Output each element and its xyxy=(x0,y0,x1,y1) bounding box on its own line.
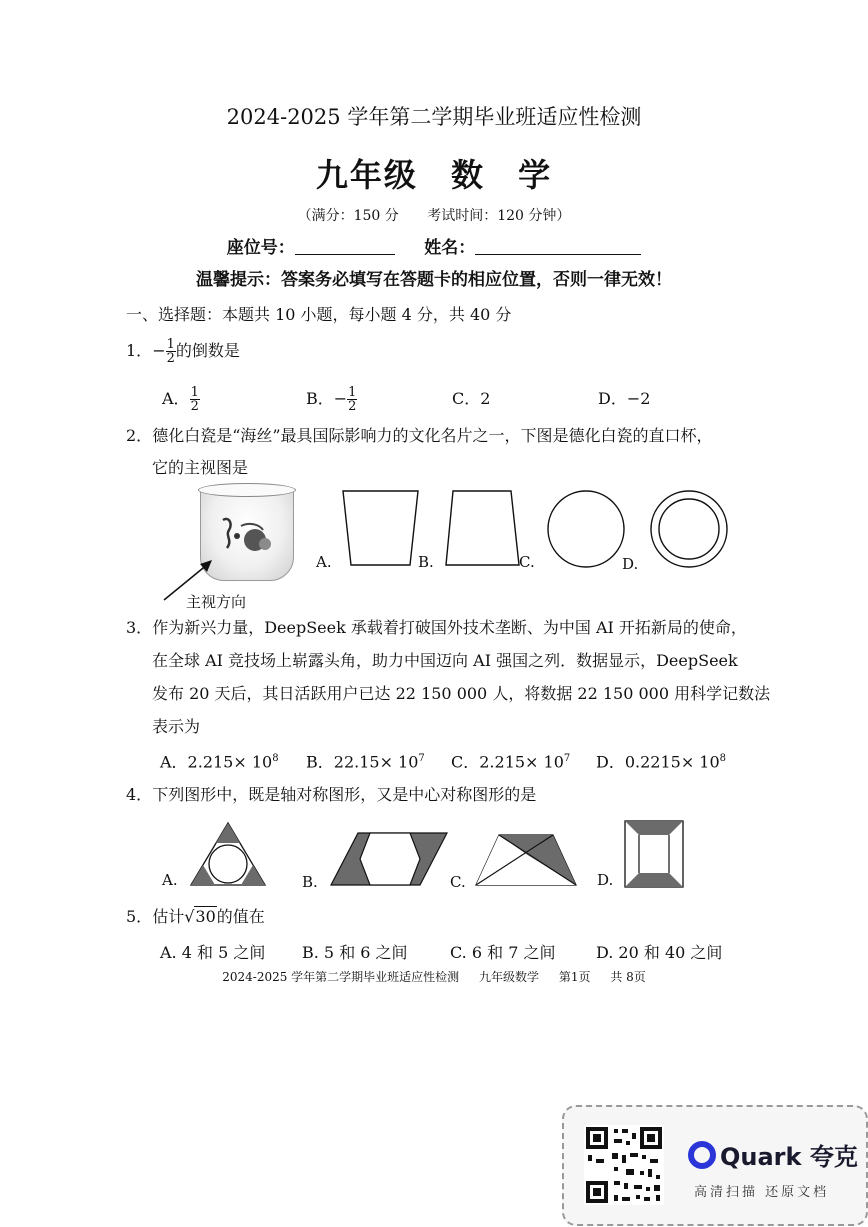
page-footer xyxy=(0,968,868,985)
name-label: 姓名： xyxy=(424,238,476,258)
quark-watermark-card[interactable] xyxy=(562,1105,868,1226)
warning-tip: 温馨提示：答案务必填写在答题卡的相应位置，否则一律无效！ xyxy=(196,270,672,290)
q2-label-c[interactable]: C. xyxy=(519,553,535,571)
q3-d-text: D．0.2215× 10 xyxy=(596,752,720,772)
exam-title: 2024-2025 学年第二学期毕业班适应性检测 xyxy=(226,105,642,129)
q3-c-text: C．2.215× 10 xyxy=(451,752,564,772)
quark-brand: Quark 夸克 xyxy=(720,1143,858,1171)
q2-text-1: 德化白瓷是“海丝”最具国际影响力的文化名片之一，下图是德化白瓷的直口杯， xyxy=(152,426,713,445)
q1-a-den: 2 xyxy=(190,399,199,414)
subject-char-1: 数 xyxy=(450,156,485,194)
name-blank[interactable] xyxy=(475,238,641,255)
q3-d-exp: 8 xyxy=(719,753,727,764)
q4-number: 4． xyxy=(126,785,153,804)
q4-label-b[interactable]: B. xyxy=(302,873,318,891)
q1-sign: − xyxy=(152,341,166,360)
q2-shape-c-circle xyxy=(545,488,627,570)
question-5: 5．估计√30的值在 xyxy=(126,907,265,926)
q1-b-num: 1 xyxy=(348,385,357,400)
question-1 xyxy=(126,336,240,366)
view-direction-label: 主视方向 xyxy=(186,593,247,611)
full-score: （满分：150 分 xyxy=(297,208,399,224)
q1-fraction xyxy=(166,338,176,365)
q4-text: 下列图形中，既是轴对称图形，又是中心对称图形的是 xyxy=(152,785,537,804)
q4-shape-c-trapezoid xyxy=(473,832,579,888)
q4-shape-a-triangle xyxy=(188,820,268,888)
q5-radicand: 30 xyxy=(195,907,216,926)
q1-a-num: 1 xyxy=(190,385,199,400)
q3-number: 3． xyxy=(126,618,153,637)
subject-char-2: 学 xyxy=(518,156,553,194)
exam-meta xyxy=(0,205,868,225)
q4-shape-d-rectangle xyxy=(622,818,686,890)
quark-logo xyxy=(688,1137,858,1172)
q5-option-a[interactable]: A. 4 和 5 之间 xyxy=(160,943,266,962)
seat-blank[interactable] xyxy=(295,238,395,255)
q1-frac-num: 1 xyxy=(166,337,175,352)
q3-text-1: 作为新兴力量，DeepSeek 承载着打破国外技术垄断、为中国 AI 开拓新局的使命， xyxy=(152,618,747,637)
question-3-line-3: 发布 20 天后，其日活跃用户已达 22 150 000 人，将数据 22 150 000 用科学记数法 xyxy=(152,684,771,703)
q1-text: 的倒数是 xyxy=(175,341,240,360)
q4-label-c[interactable]: C. xyxy=(450,873,466,891)
q5-option-c[interactable]: C. 6 和 7 之间 xyxy=(450,943,556,962)
q3-b-exp: 7 xyxy=(418,753,425,764)
q5-option-b[interactable]: B. 5 和 6 之间 xyxy=(302,943,408,962)
cup-rim xyxy=(198,483,296,497)
footer-subject: 九年级数学 xyxy=(479,970,540,984)
q3-option-c[interactable] xyxy=(451,749,570,772)
question-2-line-1 xyxy=(126,426,713,446)
quark-circle-icon xyxy=(688,1141,716,1169)
qr-code-icon[interactable] xyxy=(584,1125,664,1205)
q3-a-exp: 8 xyxy=(272,753,279,764)
q5-number: 5． xyxy=(126,907,153,926)
q5-post: 的值在 xyxy=(216,907,265,926)
question-3-line-4: 表示为 xyxy=(152,717,201,736)
seat-label: 座位号： xyxy=(226,238,295,258)
cup-flower-pattern xyxy=(219,514,277,558)
q1-a-label: A． xyxy=(162,389,190,408)
q2-label-b[interactable]: B. xyxy=(418,553,434,571)
footer-total: 共 8页 xyxy=(610,970,646,984)
question-3-line-1 xyxy=(126,618,747,638)
q1-option-a[interactable] xyxy=(162,384,200,414)
q2-number: 2． xyxy=(126,426,153,445)
subject-grade: 九年级 xyxy=(315,156,418,194)
q1-b-sign: − xyxy=(333,389,348,408)
q1-b-den: 2 xyxy=(348,399,357,414)
q4-label-a[interactable]: A. xyxy=(162,871,178,889)
q1-option-b[interactable] xyxy=(306,384,357,414)
section-heading: 一、选择题：本题共 10 小题，每小题 4 分，共 40 分 xyxy=(126,305,512,324)
q5-pre: 估计 xyxy=(152,907,185,926)
footer-page: 第1页 xyxy=(558,970,591,984)
q4-shape-b-parallelogram xyxy=(328,830,450,888)
exam-time: 考试时间：120 分钟） xyxy=(427,208,571,224)
footer-title: 2024-2025 学年第二学期毕业班适应性检测 xyxy=(222,970,460,984)
question-3-line-2: 在全球 AI 竞技场上崭露头角，助力中国迈向 AI 强国之列．数据显示，DeepSeek xyxy=(152,651,738,670)
q2-label-a[interactable]: A. xyxy=(316,553,332,571)
q3-b-text: B．22.15× 10 xyxy=(306,752,419,772)
q5-option-d[interactable]: D. 20 和 40 之间 xyxy=(596,943,723,962)
q2-shape-d-ring xyxy=(648,488,730,570)
q2-shape-b-trapezoid xyxy=(443,488,523,570)
q1-b-label: B． xyxy=(306,389,334,408)
q1-number: 1． xyxy=(126,341,153,360)
exam-subject xyxy=(0,150,868,196)
q3-option-a[interactable] xyxy=(160,749,279,772)
q4-label-d[interactable]: D. xyxy=(597,871,614,889)
q1-option-d[interactable]: D．−2 xyxy=(598,389,651,408)
q1-a-fraction xyxy=(190,386,200,413)
q3-option-d[interactable] xyxy=(596,749,726,772)
question-2-line-2: 它的主视图是 xyxy=(152,458,249,477)
q2-label-d[interactable]: D. xyxy=(622,555,639,573)
q3-a-text: A．2.215× 10 xyxy=(160,752,273,772)
q1-option-c[interactable]: C．2 xyxy=(452,389,491,408)
question-4 xyxy=(126,785,536,805)
quark-tagline: 高清扫描 还原文档 xyxy=(694,1185,830,1200)
q3-option-b[interactable] xyxy=(306,749,425,772)
q2-shape-a-inverted-trapezoid xyxy=(340,488,422,570)
q3-c-exp: 7 xyxy=(563,753,571,764)
q1-b-fraction xyxy=(347,386,357,413)
seat-name-row xyxy=(0,233,868,258)
q1-frac-den: 2 xyxy=(166,351,175,366)
